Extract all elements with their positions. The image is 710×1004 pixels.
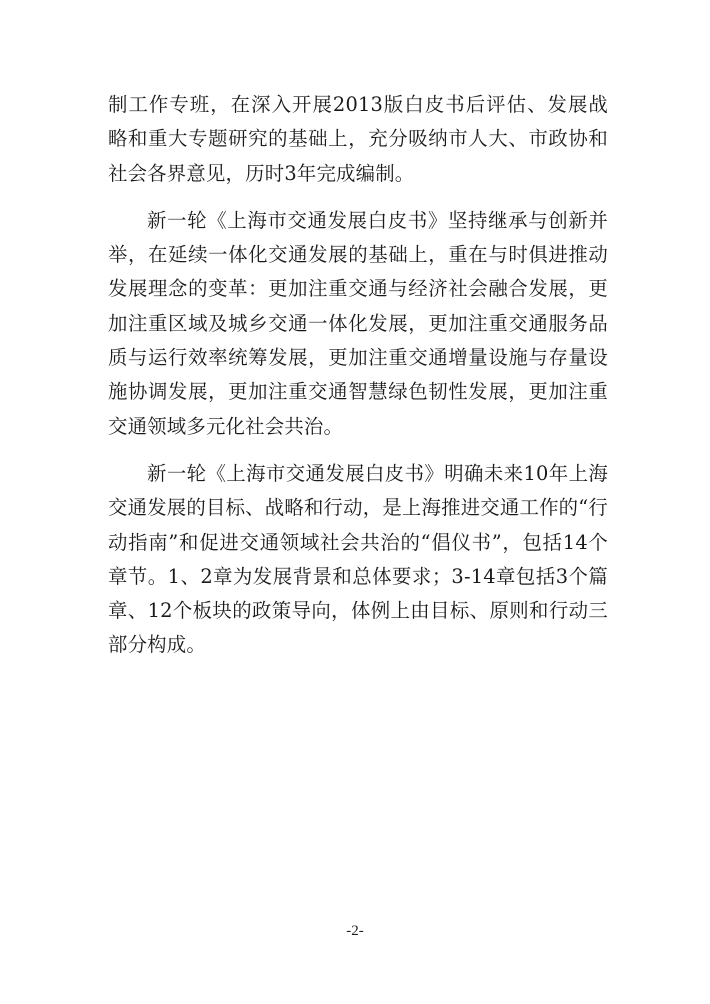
document-body xyxy=(108,88,608,676)
paragraph-continuation: 制工作专班，在深入开展2013版白皮书后评估、发展战略和重大专题研究的基础上，充分吸纳市人大、市政协和社会各界意见，历时3年完成编制。 xyxy=(108,93,608,185)
paragraph-structure: 新一轮《上海市交通发展白皮书》明确未来10年上海交通发展的目标、战略和行动，是上海推进交通工作的“行动指南”和促进交通领域社会共治的“倡仪书”，包括14个章节。1、2章为发展背景和总体要求；3-14章包括3个篇章、12个板块的政策导向，体例上由目标、原则和行动三部分构成。 xyxy=(108,461,608,657)
paragraph-principles: 新一轮《上海市交通发展白皮书》坚持继承与创新并举，在延续一体化交通发展的基础上，重在与时俱进推动发展理念的变革：更加注重交通与经济社会融合发展，更加注重区域及城乡交通一体化发展，更加注重交通服务品质与运行效率统筹发展，更加注重交通增量设施与存量设施协调发展，更加注重交通智慧绿色韧性发展，更加注重交通领域多元化社会共治。 xyxy=(108,208,608,438)
page-number: -2- xyxy=(346,923,364,939)
